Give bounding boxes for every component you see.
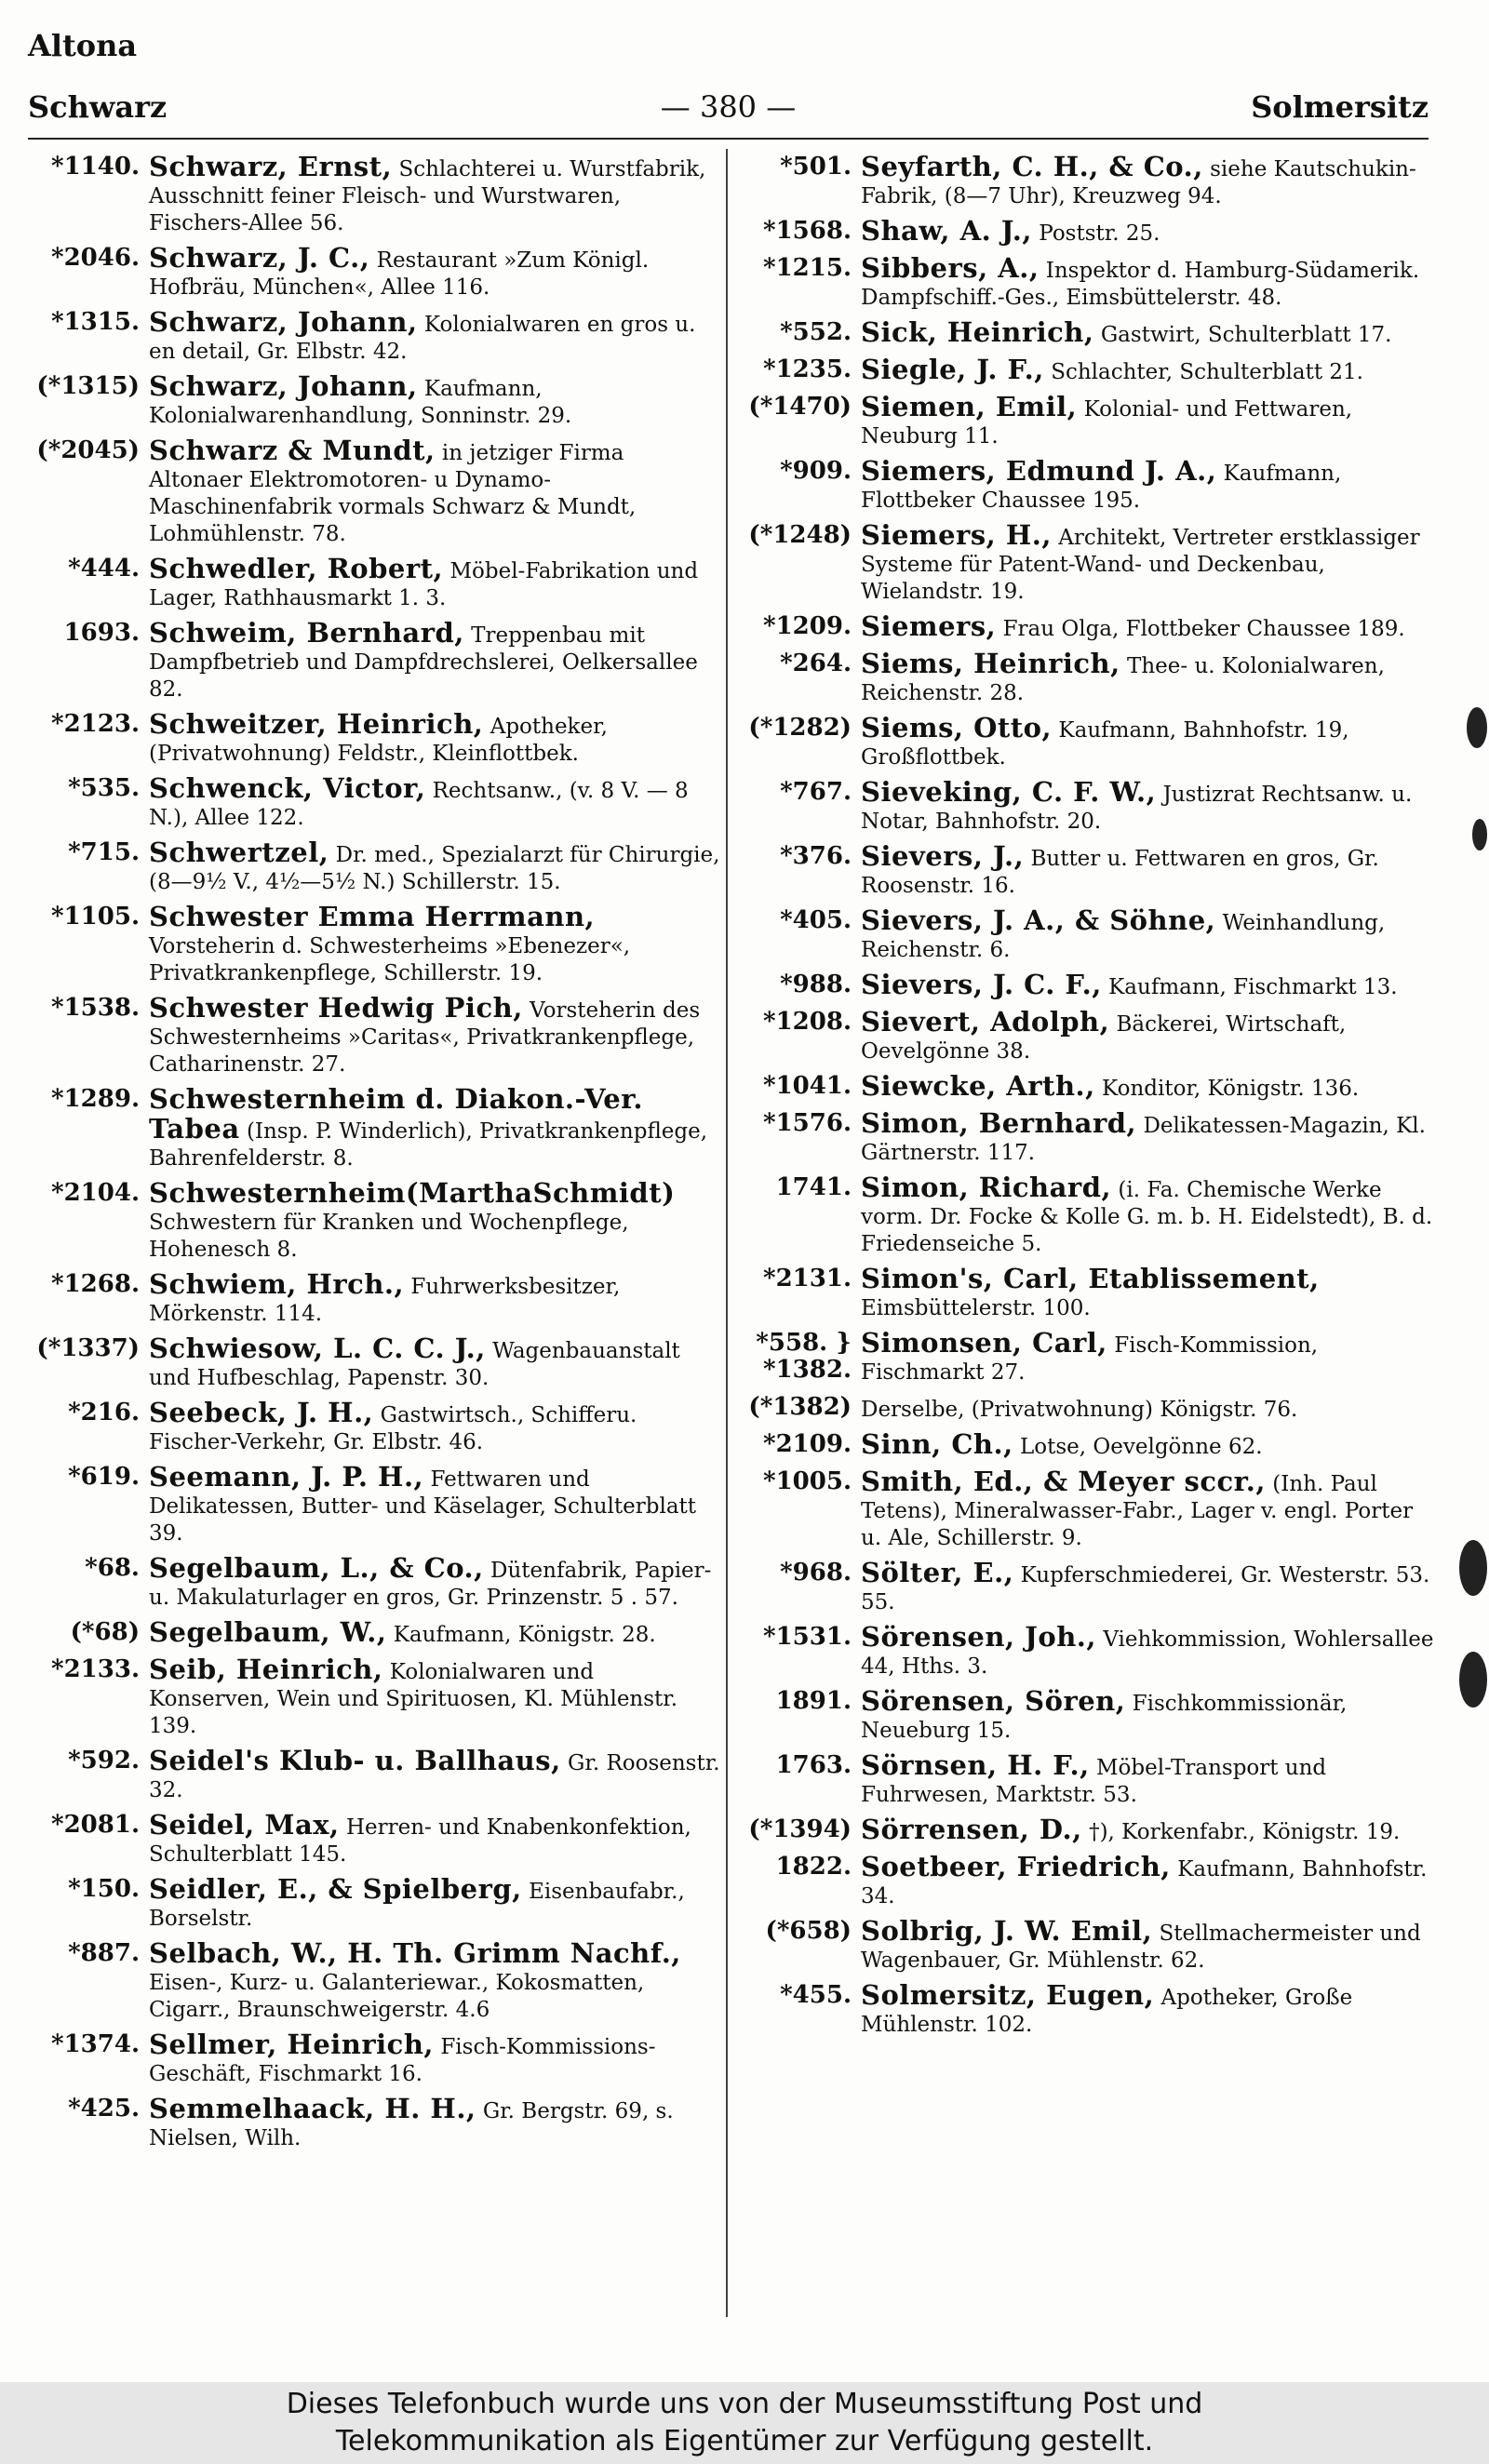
directory-entry bbox=[28, 553, 721, 612]
phone-number: 1763. bbox=[775, 1751, 852, 1779]
subscriber-name: Seidler, E., & Spielberg, bbox=[149, 1873, 522, 1905]
phone-number: *968. bbox=[780, 1559, 852, 1587]
subscriber-name: Segelbaum, W., bbox=[149, 1616, 387, 1648]
phone-number: *150. bbox=[68, 1875, 140, 1903]
subscriber-name: Sörrensen, D., bbox=[861, 1814, 1082, 1845]
subscriber-name: Schwenck, Victor, bbox=[149, 772, 426, 804]
subscriber-name: Selbach, W., H. Th. Grimm Nachf., bbox=[149, 1937, 681, 1969]
phone-number: *1208. bbox=[762, 1008, 852, 1036]
subscriber-details: siehe Kautschukin-Fabrik, (8—7 Uhr), Kreuzweg 94. bbox=[861, 157, 1416, 208]
phone-number: (*1315) bbox=[36, 372, 140, 400]
directory-entry bbox=[740, 1557, 1438, 1616]
subscriber-name: Simon's, Carl, Etablissement, bbox=[861, 1263, 1320, 1294]
subscriber-details: Rechtsanw., (v. 8 V. — 8 N.), Allee 122. bbox=[149, 779, 689, 830]
directory-entry bbox=[740, 151, 1438, 210]
subscriber-name: Seebeck, J. H., bbox=[149, 1397, 374, 1428]
phone-number: (*1248) bbox=[748, 521, 852, 549]
directory-entry bbox=[740, 971, 1438, 1001]
phone-number: *264. bbox=[780, 649, 852, 677]
subscriber-name: Semmelhaack, H. H., bbox=[149, 2093, 476, 2124]
directory-entry bbox=[28, 306, 721, 366]
subscriber-name: Sörnsen, H. F., bbox=[861, 1749, 1090, 1781]
directory-entry bbox=[740, 215, 1438, 248]
subscriber-details: Restaurant »Zum Königl. Hofbräu, München«, Allee 116. bbox=[149, 248, 650, 300]
directory-entry bbox=[740, 1006, 1438, 1065]
phone-number: 1891. bbox=[775, 1687, 852, 1715]
subscriber-name: Segelbaum, L., & Co., bbox=[149, 1552, 484, 1584]
subscriber-details: Kolonialwaren en gros u. en detail, Gr. Elbstr. 42. bbox=[149, 313, 696, 364]
subscriber-details: Kaufmann, Königstr. 28. bbox=[393, 1623, 656, 1647]
subscriber-name: Siemers, H., bbox=[861, 519, 1052, 551]
phone-number: *767. bbox=[780, 778, 852, 806]
right-column bbox=[740, 151, 1438, 2046]
subscriber-name: Simon, Bernhard, bbox=[861, 1107, 1137, 1139]
subscriber-details: Viehkommission, Wohlersallee 44, Hths. 3. bbox=[861, 1627, 1434, 1679]
directory-entry bbox=[28, 151, 721, 237]
phone-number: *2081. bbox=[50, 1811, 140, 1839]
subscriber-details: Schlachter, Schulterblatt 21. bbox=[1051, 360, 1363, 384]
subscriber-details: Justizrat Rechtsanw. u. Notar, Bahnhofstr. 20. bbox=[861, 783, 1413, 834]
subscriber-details: Möbel-Transport und Fuhrwesen, Marktstr. 53. bbox=[861, 1756, 1327, 1807]
subscriber-details: Apotheker, (Privatwohnung) Feldstr., Kleinflottbek. bbox=[149, 715, 608, 766]
subscriber-details: Kaufmann, Fischmarkt 13. bbox=[1108, 975, 1398, 999]
subscriber-name: Schwester Emma Herrmann, bbox=[149, 901, 596, 932]
subscriber-name: Seidel, Max, bbox=[149, 1809, 340, 1841]
subscriber-name: Siems, Otto, bbox=[861, 712, 1053, 743]
subscriber-details: Konditor, Königstr. 136. bbox=[1102, 1077, 1360, 1101]
phone-number: *1268. bbox=[50, 1270, 140, 1298]
left-column bbox=[28, 151, 721, 2160]
subscriber-name: Sibbers, A., bbox=[861, 252, 1040, 284]
phone-number: (*2045) bbox=[36, 436, 140, 464]
subscriber-details: Schlachterei u. Wurstfabrik, Ausschnitt feiner Fleisch- und Wurstwaren, Fischers-Allee 56. bbox=[149, 157, 706, 235]
punch-hole-mark bbox=[1467, 707, 1487, 748]
subscriber-name: Schwester Hedwig Pich, bbox=[149, 992, 523, 1024]
subscriber-details: Poststr. 25. bbox=[1039, 221, 1160, 246]
phone-number: *715. bbox=[68, 838, 140, 866]
subscriber-name: Sievers, J., bbox=[861, 840, 1025, 872]
subscriber-name: Siemen, Emil, bbox=[861, 391, 1078, 422]
directory-entry bbox=[28, 1552, 721, 1612]
phone-number: *887. bbox=[68, 1939, 140, 1967]
directory-entry bbox=[740, 316, 1438, 349]
subscriber-name: Sörensen, Sören, bbox=[861, 1685, 1126, 1717]
subscriber-details: Inspektor d. Hamburg-Südamerik. Dampfschiff.-Ges., Eimsbüttelerstr. 48. bbox=[861, 259, 1420, 310]
subscriber-details: Kaufmann, Flottbeker Chaussee 195. bbox=[861, 462, 1342, 513]
phone-number: *216. bbox=[68, 1399, 140, 1426]
subscriber-name: Simon, Richard, bbox=[861, 1172, 1112, 1203]
directory-entry bbox=[740, 1851, 1438, 1910]
directory-entry bbox=[740, 712, 1438, 771]
subscriber-name: Schwertzel, bbox=[149, 837, 329, 868]
subscriber-details: Eimsbüttelerstr. 100. bbox=[861, 1296, 1091, 1320]
subscriber-name: Soetbeer, Friedrich, bbox=[861, 1851, 1171, 1882]
subscriber-name: Schweim, Bernhard, bbox=[149, 617, 464, 649]
directory-entry bbox=[740, 1265, 1438, 1322]
directory-entry bbox=[28, 1332, 721, 1392]
directory-entry bbox=[28, 1177, 721, 1264]
phone-number: *1209. bbox=[762, 612, 852, 640]
subscriber-name: Schwiem, Hrch., bbox=[149, 1268, 405, 1300]
subscriber-details: Kaufmann, Kolonialwarenhandlung, Sonninstr. 29. bbox=[149, 377, 572, 428]
subscriber-name: Schwarz, Johann, bbox=[149, 306, 418, 338]
phone-number: *444. bbox=[68, 555, 140, 583]
subscriber-name: Shaw, A. J., bbox=[861, 215, 1032, 247]
phone-number: *1374. bbox=[50, 2030, 140, 2058]
directory-entry bbox=[28, 370, 721, 430]
subscriber-details: †), Korkenfabr., Königstr. 19. bbox=[1089, 1820, 1401, 1844]
subscriber-details: Lotse, Oevelgönne 62. bbox=[1020, 1435, 1263, 1459]
directory-entry bbox=[28, 1268, 721, 1328]
subscriber-details: Möbel-Fabrikation und Lager, Rathhausmarkt 1. 3. bbox=[149, 559, 699, 610]
subscriber-details: Thee- u. Kolonialwaren, Reichenstr. 28. bbox=[861, 654, 1385, 705]
directory-entry bbox=[28, 2031, 721, 2088]
subscriber-name: Seib, Heinrich, bbox=[149, 1654, 383, 1685]
phone-number: *501. bbox=[780, 153, 852, 181]
phone-number: *2123. bbox=[50, 710, 140, 738]
subscriber-name: Sörensen, Joh., bbox=[861, 1621, 1096, 1653]
subscriber-details: Kaufmann, Bahnhofstr. 34. bbox=[861, 1857, 1428, 1908]
subscriber-details: Frau Olga, Flottbeker Chaussee 189. bbox=[1002, 617, 1405, 641]
subscriber-details: Herren- und Knabenkonfektion, Schulterblatt 145. bbox=[149, 1815, 691, 1867]
last-name-heading: Solmersitz bbox=[1251, 89, 1429, 125]
phone-number: *455. bbox=[780, 1981, 852, 2009]
subscriber-name: Schwarz, Ernst, bbox=[149, 151, 393, 182]
directory-entry bbox=[740, 356, 1438, 386]
column-divider bbox=[726, 149, 728, 2317]
phone-number: (*68) bbox=[70, 1618, 140, 1646]
footer-line-1: Dieses Telefonbuch wurde uns von der Museumsstiftung Post und bbox=[286, 2388, 1203, 2420]
subscriber-name: Siemers, bbox=[861, 610, 997, 642]
subscriber-details: Delikatessen-Magazin, Kl. Gärtnerstr. 117. bbox=[861, 1114, 1426, 1165]
directory-entry bbox=[740, 776, 1438, 836]
subscriber-name: Schwarz, J. C., bbox=[149, 242, 370, 274]
subscriber-details: Schwestern für Kranken und Wochenpflege, Hohenesch 8. bbox=[149, 1211, 629, 1262]
first-name-heading: Schwarz bbox=[28, 89, 168, 125]
phone-number: *558. } *1382. bbox=[756, 1329, 852, 1384]
subscriber-details: Vorsteherin d. Schwesterheims »Ebenezer«, Privatkrankenpflege, Schillerstr. 19. bbox=[149, 934, 631, 985]
directory-entry bbox=[740, 1174, 1438, 1258]
directory-entry bbox=[740, 252, 1438, 312]
subscriber-name: Sieveking, C. F. W., bbox=[861, 776, 1157, 808]
phone-number: *425. bbox=[68, 2095, 140, 2123]
subscriber-name: Schweitzer, Heinrich, bbox=[149, 708, 484, 740]
phone-number: *988. bbox=[780, 971, 852, 998]
subscriber-name: Solmersitz, Eugen, bbox=[861, 1979, 1155, 2011]
subscriber-details: Derselbe, (Privatwohnung) Königstr. 76. bbox=[861, 1398, 1298, 1422]
directory-entry bbox=[740, 1915, 1438, 1975]
subscriber-name: Smith, Ed., & Meyer sccr., bbox=[861, 1466, 1266, 1497]
subscriber-details: in jetziger Firma Altonaer Elektromotoren- u Dynamo-Maschinenfabrik vormals Schwarz & Mundt, Lohmühlenstr. 78. bbox=[149, 441, 637, 546]
phone-number: *909. bbox=[780, 457, 852, 485]
subscriber-name: Sick, Heinrich, bbox=[861, 316, 1094, 348]
directory-entry bbox=[28, 1745, 721, 1804]
phone-number: *1140. bbox=[50, 153, 140, 181]
subscriber-details: Kolonialwaren und Konserven, Wein und Spirituosen, Kl. Mühlenstr. 139. bbox=[149, 1660, 678, 1738]
phone-number: *2109. bbox=[762, 1430, 852, 1458]
phone-number: *1568. bbox=[762, 217, 852, 245]
directory-entry bbox=[740, 840, 1438, 900]
phone-number: (*1337) bbox=[36, 1334, 140, 1362]
phone-number: 1741. bbox=[775, 1173, 852, 1201]
directory-entry bbox=[740, 1394, 1438, 1424]
directory-entry bbox=[740, 904, 1438, 964]
header-rule bbox=[28, 138, 1429, 140]
subscriber-details: Fuhrwerksbesitzer, Mörkenstr. 114. bbox=[149, 1275, 621, 1326]
directory-entry bbox=[28, 437, 721, 548]
directory-entry bbox=[28, 1616, 721, 1649]
directory-entry bbox=[740, 1070, 1438, 1103]
directory-entry bbox=[28, 242, 721, 301]
subscriber-details: Gastwirtsch., Schifferu. Fischer-Verkehr, Gr. Elbstr. 46. bbox=[149, 1403, 637, 1454]
directory-entry bbox=[740, 1468, 1438, 1552]
directory-entry bbox=[28, 1873, 721, 1933]
directory-entry bbox=[740, 1685, 1438, 1745]
subscriber-details: (Inh. Paul Tetens), Mineralwasser-Fabr., Lager v. engl. Porter u. Ale, Schillerstr. 9. bbox=[861, 1472, 1414, 1550]
provenance-footer bbox=[0, 2382, 1489, 2464]
subscriber-details: Architekt, Vertreter erstklassiger Systeme für Patent-Wand- und Deckenbau, Wielandstr. 19. bbox=[861, 526, 1420, 604]
subscriber-name: Siemers, Edmund J. A., bbox=[861, 455, 1217, 487]
phone-number: (*1282) bbox=[748, 714, 852, 742]
phone-number: *376. bbox=[780, 842, 852, 870]
place-heading: Altona bbox=[28, 28, 138, 63]
phone-number: *2104. bbox=[50, 1179, 140, 1207]
subscriber-name: Solbrig, J. W. Emil, bbox=[861, 1915, 1153, 1947]
directory-entry bbox=[740, 1107, 1438, 1167]
phone-number: (*1470) bbox=[748, 393, 852, 421]
punch-hole-mark bbox=[1459, 1540, 1487, 1596]
phone-number: (*658) bbox=[765, 1917, 852, 1945]
phone-number: *1315. bbox=[50, 308, 140, 336]
subscriber-name: Siegle, J. F., bbox=[861, 354, 1044, 385]
phone-number: *2133. bbox=[50, 1655, 140, 1683]
phone-number: *2131. bbox=[762, 1265, 852, 1292]
subscriber-name: Seyfarth, C. H., & Co., bbox=[861, 151, 1203, 182]
directory-entry bbox=[28, 992, 721, 1078]
subscriber-name: Siewcke, Arth., bbox=[861, 1070, 1095, 1102]
directory-entry bbox=[28, 708, 721, 768]
phone-number: *1215. bbox=[762, 254, 852, 282]
phone-number: *1235. bbox=[762, 355, 852, 383]
directory-entry bbox=[28, 2093, 721, 2152]
directory-entry bbox=[28, 617, 721, 703]
phone-number: *552. bbox=[780, 318, 852, 346]
directory-entry bbox=[740, 650, 1438, 707]
phone-number: 1693. bbox=[63, 619, 140, 647]
phone-number: 1822. bbox=[775, 1853, 852, 1881]
directory-entry bbox=[740, 1749, 1438, 1809]
phone-number: *2046. bbox=[50, 244, 140, 272]
subscriber-details: Eisenbaufabr., Borselstr. bbox=[149, 1880, 685, 1931]
directory-entry bbox=[28, 1937, 721, 2024]
subscriber-details: Kolonial- und Fettwaren, Neuburg 11. bbox=[861, 397, 1353, 449]
directory-entry bbox=[740, 1428, 1438, 1461]
subscriber-details: Gr. Roosenstr. 32. bbox=[149, 1751, 720, 1802]
phone-number: *535. bbox=[68, 774, 140, 802]
directory-entry bbox=[28, 1809, 721, 1868]
subscriber-name: Schwarz & Mundt, bbox=[149, 435, 436, 466]
directory-entry bbox=[28, 772, 721, 832]
subscriber-name: Schwesternheim(MarthaSchmidt) bbox=[149, 1177, 676, 1209]
subscriber-name: Schwiesow, L. C. C. J., bbox=[149, 1332, 486, 1364]
subscriber-name: Seidel's Klub- u. Ballhaus, bbox=[149, 1745, 561, 1776]
directory-entry bbox=[740, 610, 1438, 643]
page-number: — 380 — bbox=[660, 89, 797, 125]
phone-number: *1105. bbox=[50, 903, 140, 931]
phone-number: *1289. bbox=[50, 1085, 140, 1113]
directory-entry bbox=[740, 1816, 1438, 1846]
directory-entry bbox=[740, 455, 1438, 515]
subscriber-details: Dütenfabrik, Papier- u. Makulaturlager en gros, Gr. Prinzenstr. 5 . 57. bbox=[149, 1559, 712, 1610]
directory-entry bbox=[740, 1327, 1438, 1386]
subscriber-details: Apotheker, Große Mühlenstr. 102. bbox=[861, 1986, 1353, 2037]
subscriber-details: Weinhandlung, Reichenstr. 6. bbox=[861, 911, 1386, 962]
subscriber-details: Kupferschmiederei, Gr. Westerstr. 53. 55. bbox=[861, 1563, 1430, 1614]
subscriber-details: Kaufmann, Bahnhofstr. 19, Großflottbek. bbox=[861, 718, 1349, 770]
phone-number: (*1382) bbox=[748, 1393, 852, 1421]
phone-number: *1041. bbox=[762, 1072, 852, 1100]
subscriber-name: Sievers, J. C. F., bbox=[861, 969, 1102, 1000]
footer-line-2: Telekommunikation als Eigentümer zur Verfügung gestellt. bbox=[335, 2425, 1154, 2457]
subscriber-details: Bäckerei, Wirtschaft, Oevelgönne 38. bbox=[861, 1012, 1347, 1064]
punch-hole-mark bbox=[1472, 819, 1487, 850]
directory-entry bbox=[740, 519, 1438, 606]
phone-number: *68. bbox=[85, 1554, 140, 1582]
subscriber-details: Fischkommissionär, Neueburg 15. bbox=[861, 1692, 1348, 1743]
directory-entry bbox=[740, 1621, 1438, 1681]
subscriber-name: Schwesternheim d. Diakon.-Ver. Tabea bbox=[149, 1083, 643, 1145]
phone-number: *1576. bbox=[762, 1109, 852, 1137]
subscriber-details: Gr. Bergstr. 69, s. Nielsen, Wilh. bbox=[149, 2099, 674, 2150]
punch-hole-mark bbox=[1459, 1652, 1487, 1707]
directory-entry bbox=[28, 1399, 721, 1456]
subscriber-details: Wagenbauanstalt und Hufbeschlag, Papenstr. 30. bbox=[149, 1339, 680, 1390]
subscriber-name: Siems, Heinrich, bbox=[861, 648, 1120, 679]
subscriber-details: Vorsteherin des Schwesternheims »Caritas«, Privatkrankenpflege, Catharinenstr. 27. bbox=[149, 998, 701, 1077]
subscriber-details: (Insp. P. Winderlich), Privatkrankenpflege, Bahrenfelderstr. 8. bbox=[149, 1119, 708, 1171]
phone-number: *592. bbox=[68, 1747, 140, 1774]
running-header bbox=[28, 89, 1429, 130]
subscriber-name: Schwedler, Robert, bbox=[149, 553, 444, 584]
subscriber-name: Sellmer, Heinrich, bbox=[149, 2029, 435, 2060]
subscriber-name: Seemann, J. P. H., bbox=[149, 1461, 424, 1493]
phone-number: *405. bbox=[780, 906, 852, 934]
directory-entry bbox=[28, 839, 721, 896]
subscriber-name: Sölter, E., bbox=[861, 1557, 1014, 1588]
directory-entry bbox=[28, 1461, 721, 1547]
subscriber-details: Stellmachermeister und Wagenbauer, Gr. Mühlenstr. 62. bbox=[861, 1922, 1421, 1973]
directory-entry bbox=[28, 1656, 721, 1740]
page-edge-marks bbox=[1452, 0, 1489, 2382]
phone-number: *1005. bbox=[762, 1467, 852, 1495]
subscriber-details: Fisch-Kommission, Fischmarkt 27. bbox=[861, 1333, 1319, 1385]
directory-entry bbox=[740, 1979, 1438, 2039]
phone-number: *1531. bbox=[762, 1623, 852, 1651]
subscriber-details: (i. Fa. Chemische Werke vorm. Dr. Focke & Kolle G. m. b. H. Eidelstedt), B. d. Friedenseiche 5. bbox=[861, 1178, 1433, 1256]
subscriber-details: Butter u. Fettwaren en gros, Gr. Roosenstr. 16. bbox=[861, 847, 1379, 898]
subscriber-details: Fettwaren und Delikatessen, Butter- und Käselager, Schulterblatt 39. bbox=[149, 1467, 697, 1546]
subscriber-details: Dr. med., Spezialarzt für Chirurgie, (8—9½ V., 4½—5½ N.) Schillerstr. 15. bbox=[149, 843, 720, 894]
subscriber-name: Simonsen, Carl, bbox=[861, 1327, 1107, 1359]
subscriber-name: Sievert, Adolph, bbox=[861, 1006, 1110, 1038]
subscriber-name: Sievers, J. A., & Söhne, bbox=[861, 904, 1216, 936]
subscriber-name: Sinn, Ch., bbox=[861, 1428, 1013, 1460]
directory-entry bbox=[28, 901, 721, 987]
phone-number: *1538. bbox=[50, 994, 140, 1022]
phone-number: (*1394) bbox=[748, 1815, 852, 1843]
subscriber-details: Treppenbau mit Dampfbetrieb und Dampfdrechslerei, Oelkersallee 82. bbox=[149, 623, 698, 702]
subscriber-details: Gastwirt, Schulterblatt 17. bbox=[1100, 323, 1392, 347]
subscriber-details: Fisch-Kommissions-Geschäft, Fischmarkt 16. bbox=[149, 2035, 656, 2086]
directory-entry bbox=[740, 391, 1438, 450]
subscriber-name: Schwarz, Johann, bbox=[149, 370, 418, 402]
directory-entry bbox=[28, 1083, 721, 1172]
phone-number: *619. bbox=[68, 1463, 140, 1491]
subscriber-details: Eisen-, Kurz- u. Galanteriewar., Kokosmatten, Cigarr., Braunschweigerstr. 4.6 bbox=[149, 1971, 645, 2022]
